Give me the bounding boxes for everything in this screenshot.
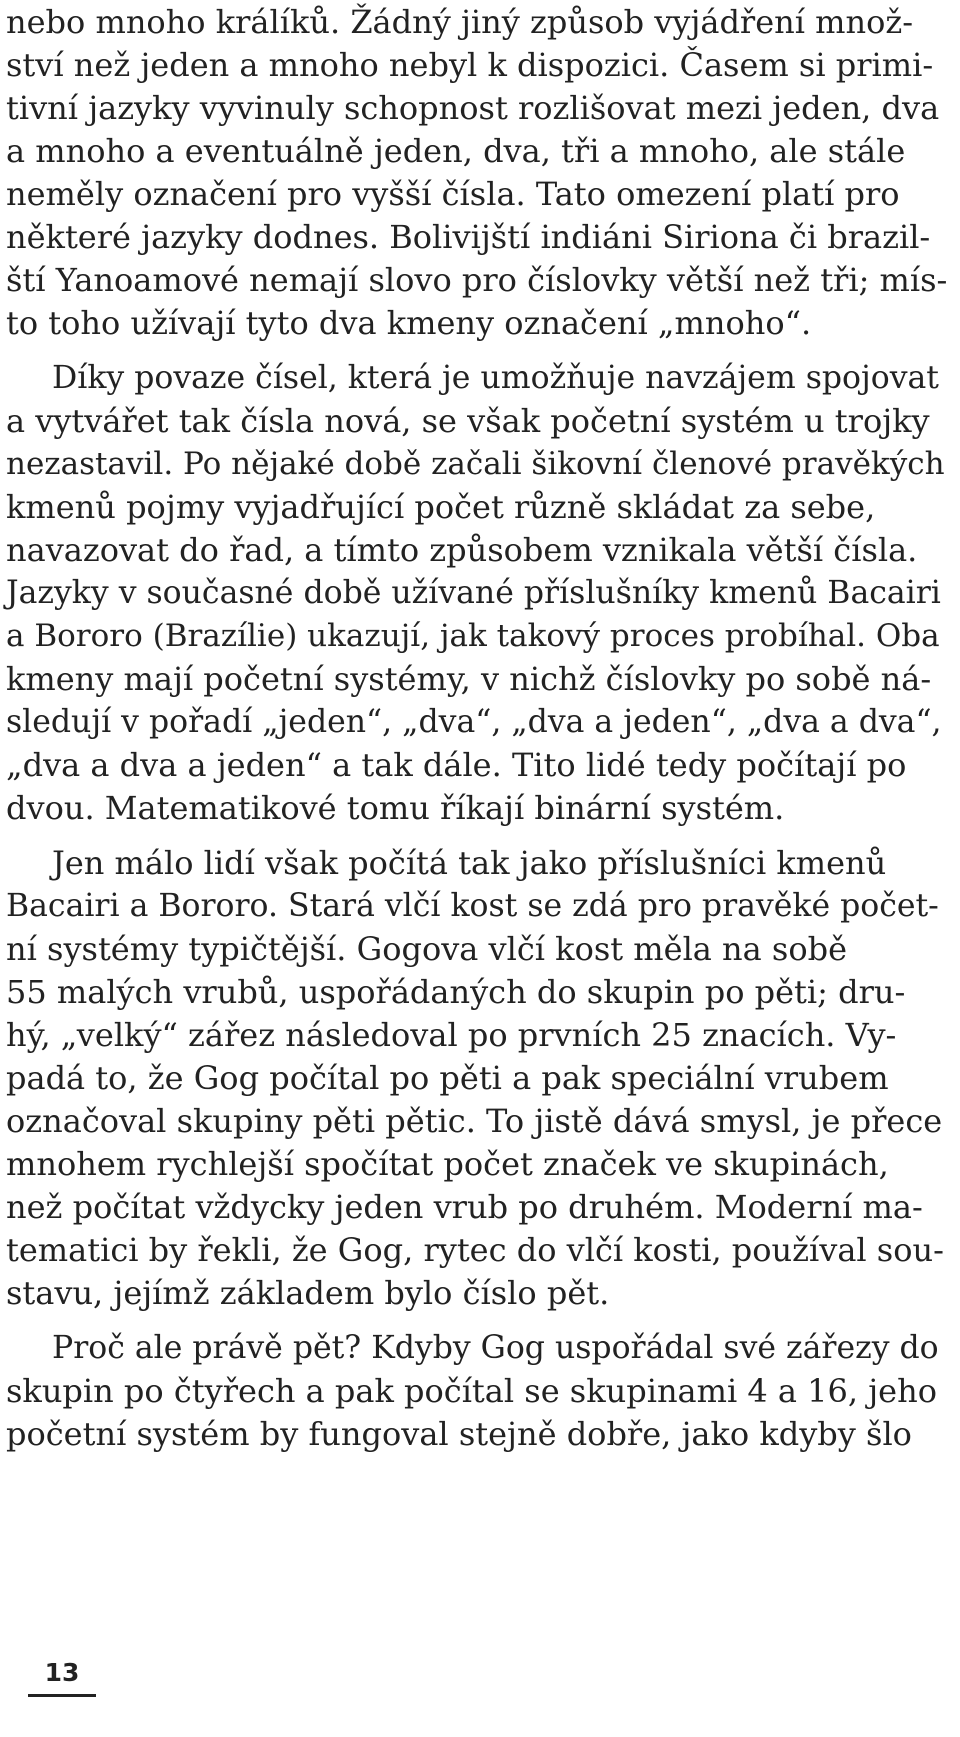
- text-line: to toho užívají tyto dva kmeny označení „mnoho“.: [6, 304, 812, 342]
- text-line: a mnoho a eventuálně jeden, dva, tři a mnoho, ale stále: [6, 132, 906, 170]
- page-number: 13: [28, 1658, 96, 1697]
- text-line: mnohem rychlejší spočítat počet značek ve skupinách,: [6, 1145, 889, 1183]
- text-line: 55 malých vrubů, uspořádaných do skupin po pěti; dru-: [6, 973, 906, 1011]
- text-line: Jazyky v současné době užívané příslušníky kmenů Bacairi: [6, 575, 941, 611]
- text-line: některé jazyky dodnes. Bolivijští indiáni Siriona či brazil-: [6, 218, 931, 256]
- text-line: ní systémy typičtější. Gogova vlčí kost měla na sobě: [6, 930, 848, 968]
- text-line: Díky povaze čísel, která je umožňuje navzájem spojovat: [52, 360, 939, 396]
- text-line: označoval skupiny pěti pětic. To jistě dává smysl, je přece: [6, 1102, 943, 1140]
- text-line: neměly označení pro vyšší čísla. Tato omezení platí pro: [6, 175, 900, 213]
- text-line: padá to, že Gog počítal po pěti a pak speciální vrubem: [6, 1059, 889, 1097]
- text-line: navazovat do řad, a tímto způsobem vznikala větší čísla.: [6, 531, 918, 569]
- text-line: stavu, jejímž základem bylo číslo pět.: [6, 1274, 610, 1312]
- text-line: kmeny mají početní systémy, v nichž číslovky po sobě ná-: [6, 660, 932, 698]
- text-line: sledují v pořadí „jeden“, „dva“, „dva a jeden“, „dva a dva“,: [6, 704, 942, 740]
- text-line: nebo mnoho králíků. Žádný jiný způsob vyjádření množ-: [6, 3, 914, 41]
- text-line: početní systém by fungoval stejně dobře, jako kdyby šlo: [6, 1415, 912, 1453]
- text-line: tivní jazyky vyvinuly schopnost rozlišovat mezi jeden, dva: [6, 89, 940, 127]
- text-line: nezastavil. Po nějaké době začali šikovní členové pravěkých: [6, 446, 945, 482]
- text-line: Bacairi a Bororo. Stará vlčí kost se zdá pro pravěké počet-: [6, 888, 939, 924]
- text-line: skupin po čtyřech a pak počítal se skupinami 4 a 16, jeho: [6, 1372, 937, 1410]
- text-line: „dva a dva a jeden“ a tak dále. Tito lidé tedy počítají po: [6, 746, 907, 784]
- text-line: než počítat vždycky jeden vrub po druhém. Moderní ma-: [6, 1188, 923, 1226]
- text-line: tematici by řekli, že Gog, rytec do vlčí kosti, používal sou-: [6, 1231, 944, 1269]
- text-line: a Bororo (Brazílie) ukazují, jak takový proces probíhal. Oba: [6, 618, 940, 654]
- text-line: a vytvářet tak čísla nová, se však početní systém u trojky: [6, 402, 930, 440]
- text-line: Jen málo lidí však počítá tak jako příslušníci kmenů: [52, 844, 887, 882]
- text-line: ští Yanoamové nemají slovo pro číslovky větší než tři; mís-: [6, 261, 948, 299]
- text-line: dvou. Matematikové tomu říkají binární systém.: [6, 789, 785, 827]
- text-line: kmenů pojmy vyjadřující počet různě skládat za sebe,: [6, 488, 876, 526]
- text-line: ství než jeden a mnoho nebyl k dispozici. Časem si primi-: [6, 46, 934, 84]
- text-line: Proč ale právě pět? Kdyby Gog uspořádal své zářezy do: [52, 1330, 939, 1366]
- text-line: hý, „velký“ zářez následoval po prvních 25 znacích. Vy-: [6, 1016, 897, 1054]
